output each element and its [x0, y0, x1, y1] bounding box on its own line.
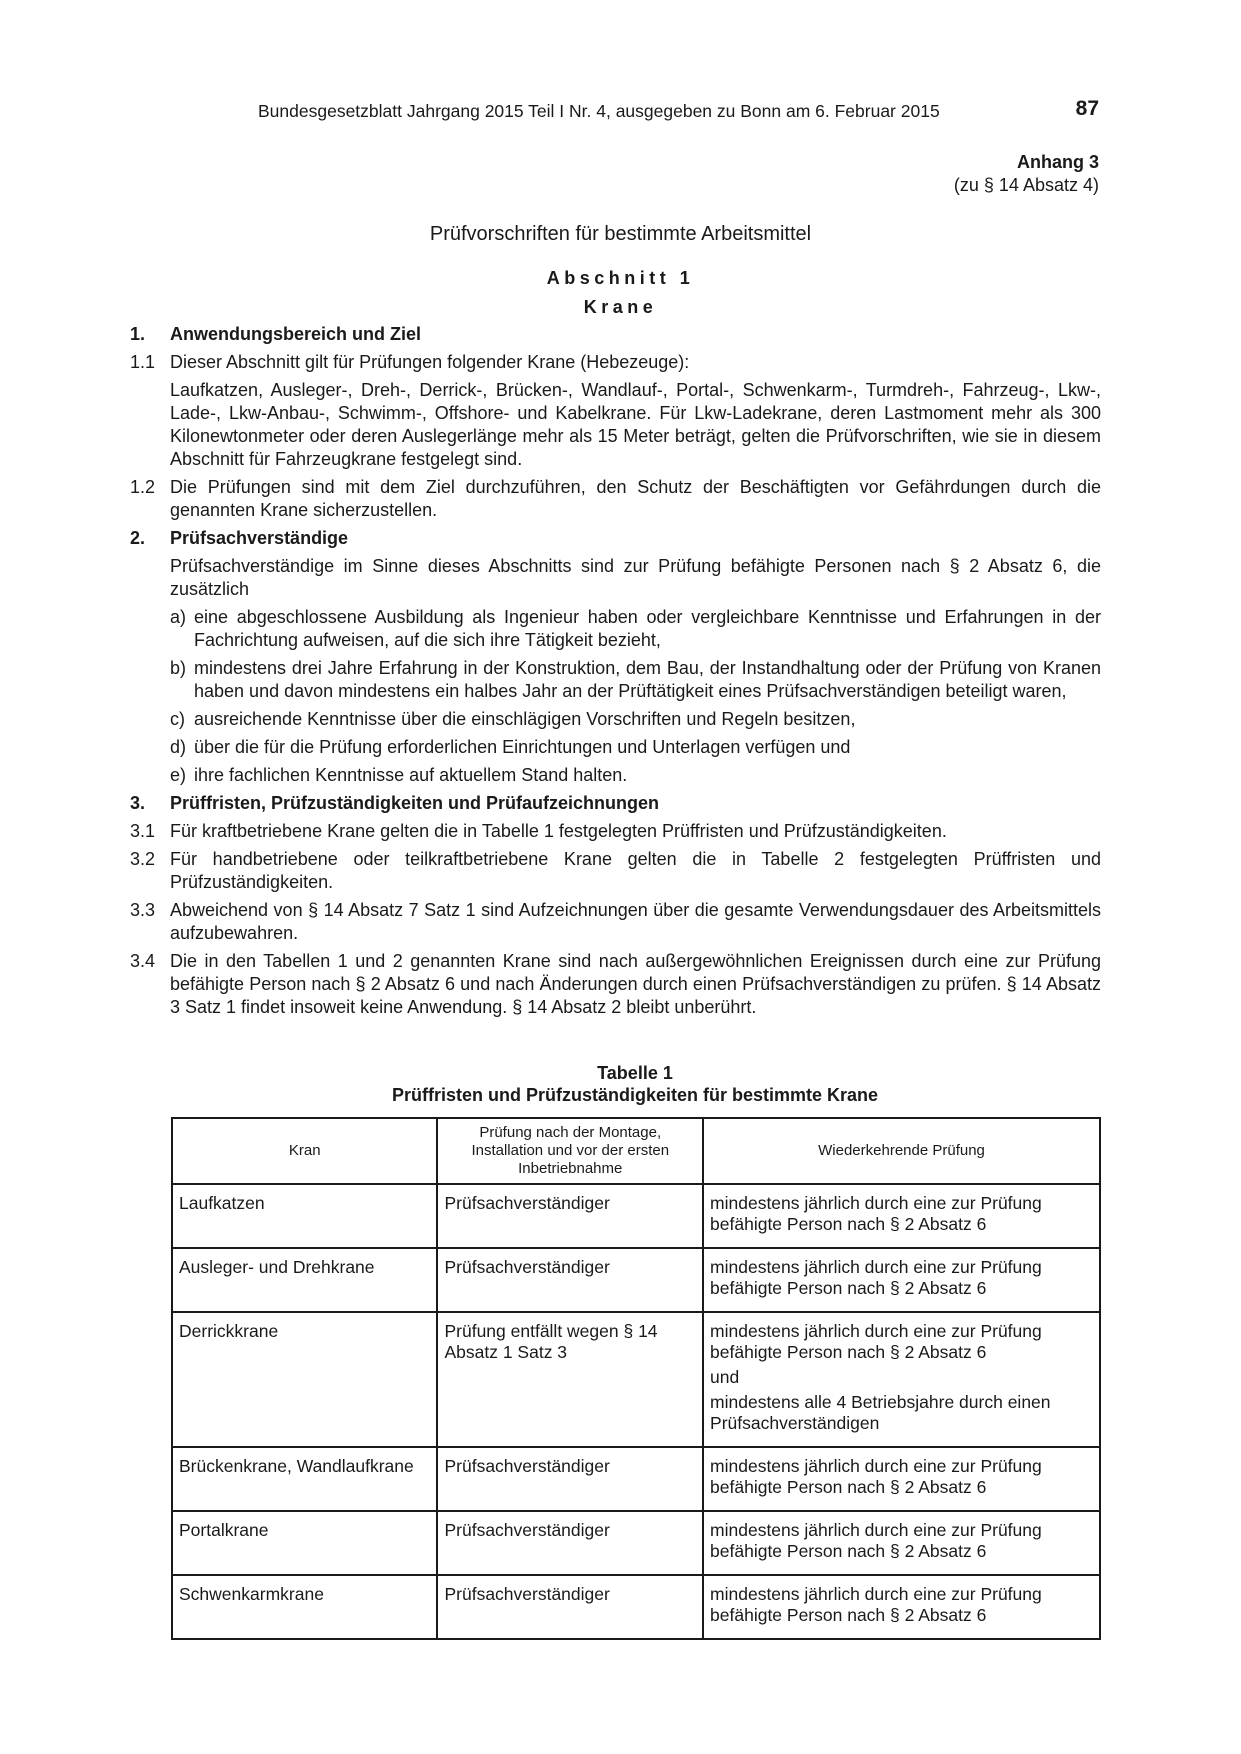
column-header-wiederkehrend: Wiederkehrende Prüfung — [703, 1118, 1100, 1184]
list-text: ihre fachlichen Kenntnisse auf aktuellem Stand halten. — [194, 765, 628, 785]
list-text: eine abgeschlossene Ausbildung als Ingenieur haben oder vergleichbare Kenntnisse und Erfahrungen in der Fachrichtung aufweisen, auf die sich ihre Tätigkeit bezieht, — [194, 607, 1101, 650]
cell-erstpruefung: Prüfsachverständiger — [437, 1184, 703, 1248]
column-header-kran: Kran — [172, 1118, 437, 1184]
annex-reference — [954, 151, 1099, 197]
paragraph-text: Laufkatzen, Ausleger-, Dreh-, Derrick-, Brücken-, Wandlauf-, Portal-, Schwenkarm-, Turmdreh-, Fahrzeug-, Lkw-, Lade-, Lkw-Anbau-, Schwimm-, Offshore- und Kabelkrane. Für Lkw-Ladekrane, deren Lastmoment mehr als 300 Kilonewtonmeter oder deren Auslegerlänge mehr als 15 Meter beträgt, gelten die Prüfvorschriften, wie sie in diesem Abschnitt für Fahrzeugkrane festgelegt sind. — [170, 380, 1101, 469]
heading-text: Prüffristen, Prüfzuständigkeiten und Prüfaufzeichnungen — [170, 793, 660, 813]
cell-text: mindestens jährlich durch eine zur Prüfung befähigte Person nach § 2 Absatz 6 — [710, 1257, 1042, 1298]
heading-text: Prüfsachverständige — [170, 528, 349, 548]
cell-wiederkehrend — [703, 1184, 1100, 1248]
cell-wiederkehrend — [703, 1575, 1100, 1639]
section-label: Abschnitt 1 — [546, 268, 695, 288]
list-letter: e) — [170, 765, 187, 785]
cell-text: mindestens jährlich durch eine zur Prüfung befähigte Person nach § 2 Absatz 6 — [710, 1321, 1042, 1362]
cell-erstpruefung: Prüfsachverständiger — [437, 1575, 703, 1639]
heading-number: 1. — [130, 324, 146, 344]
table-row — [172, 1184, 1100, 1248]
cell-text: mindestens jährlich durch eine zur Prüfung befähigte Person nach § 2 Absatz 6 — [710, 1520, 1042, 1561]
list-letter: b) — [170, 658, 187, 678]
cell-text: mindestens jährlich durch eine zur Prüfung befähigte Person nach § 2 Absatz 6 — [710, 1456, 1042, 1497]
paragraph-1-2 — [130, 476, 1101, 522]
cell-kran: Derrickkrane — [172, 1312, 437, 1447]
paragraph-text: Dieser Abschnitt gilt für Prüfungen folgender Krane (Hebezeuge): — [170, 352, 690, 372]
paragraph-number: 1.2 — [130, 477, 156, 497]
list-letter: c) — [170, 709, 185, 729]
page-number: 87 — [1075, 97, 1099, 120]
table-row — [172, 1312, 1100, 1447]
main-content — [130, 323, 1101, 1024]
paragraph-1-1 — [130, 351, 1101, 374]
paragraph-text: Die in den Tabellen 1 und 2 genannten Krane sind nach außergewöhnlichen Ereignissen durch eine zur Prüfung befähigte Person nach § 2 Absatz 6 und nach Änderungen durch einen Prüfsachverständigen zu prüfen. § 14 Absatz 3 Satz 1 findet insoweit keine Anwendung. § 14 Absatz 2 bleibt unberührt. — [170, 951, 1101, 1017]
heading-number: 3. — [130, 793, 146, 813]
cell-wiederkehrend — [703, 1447, 1100, 1511]
crane-list-paragraph — [170, 379, 1101, 471]
list-text: über die für die Prüfung erforderlichen Einrichtungen und Unterlagen verfügen und — [194, 737, 851, 757]
list-item-d — [170, 736, 1101, 759]
paragraph-number: 3.1 — [130, 821, 156, 841]
paragraph-3-4 — [130, 950, 1101, 1019]
list-text: mindestens drei Jahre Erfahrung in der Konstruktion, dem Bau, der Instandhaltung oder der Prüfung von Kranen haben und davon mindestens ein halbes Jahr an der Prüftätigkeit eines Prüfsachverständigen beteiligt waren, — [194, 658, 1101, 701]
cell-text: mindestens jährlich durch eine zur Prüfung befähigte Person nach § 2 Absatz 6 — [710, 1193, 1042, 1234]
list-letter: d) — [170, 737, 187, 757]
running-header: Bundesgesetzblatt Jahrgang 2015 Teil I Nr. 4, ausgegeben zu Bonn am 6. Februar 2015 — [258, 101, 940, 121]
paragraph-number: 1.1 — [130, 352, 156, 372]
cell-text: mindestens alle 4 Betriebsjahre durch einen Prüfsachverständigen — [710, 1392, 1051, 1433]
list-item-b — [170, 657, 1101, 703]
list-item-a — [170, 606, 1101, 652]
cell-text: und — [710, 1367, 740, 1387]
table-header-row — [172, 1118, 1100, 1184]
heading-text: Anwendungsbereich und Ziel — [170, 324, 422, 344]
heading-3 — [130, 792, 1101, 815]
table-caption — [0, 1062, 1241, 1106]
table-row — [172, 1248, 1100, 1312]
cell-kran: Brückenkrane, Wandlaufkrane — [172, 1447, 437, 1511]
cell-erstpruefung: Prüfung entfällt wegen § 14 Absatz 1 Satz 3 — [437, 1312, 703, 1447]
paragraph-text: Prüfsachverständige im Sinne dieses Abschnitts sind zur Prüfung befähigte Personen nach § 2 Absatz 6, die zusätzlich — [170, 556, 1101, 599]
table-row — [172, 1575, 1100, 1639]
cell-kran: Schwenkarmkrane — [172, 1575, 437, 1639]
paragraph-text: Für handbetriebene oder teilkraftbetriebene Krane gelten die in Tabelle 2 festgelegten Prüffristen und Prüfzuständigkeiten. — [170, 849, 1101, 892]
paragraph-3-2 — [130, 848, 1101, 894]
paragraph-3-3 — [130, 899, 1101, 945]
inspection-table — [171, 1117, 1101, 1640]
paragraph-number: 3.2 — [130, 849, 156, 869]
list-item-e — [170, 764, 1101, 787]
annex-paragraph-ref: (zu § 14 Absatz 4) — [953, 175, 1099, 195]
paragraph-text: Abweichend von § 14 Absatz 7 Satz 1 sind Aufzeichnungen über die gesamte Verwendungsdauer des Arbeitsmittels aufzubewahren. — [170, 900, 1101, 943]
paragraph-number: 3.3 — [130, 900, 156, 920]
table-title: Prüffristen und Prüfzuständigkeiten für bestimmte Krane — [391, 1085, 879, 1105]
cell-erstpruefung: Prüfsachverständiger — [437, 1447, 703, 1511]
paragraph-2-intro — [170, 555, 1101, 601]
heading-2 — [130, 527, 1101, 550]
paragraph-text: Für kraftbetriebene Krane gelten die in Tabelle 1 festgelegten Prüffristen und Prüfzuständigkeiten. — [170, 821, 947, 841]
cell-erstpruefung: Prüfsachverständiger — [437, 1511, 703, 1575]
cell-wiederkehrend — [703, 1248, 1100, 1312]
table-number: Tabelle 1 — [597, 1063, 673, 1083]
table-row — [172, 1447, 1100, 1511]
cell-kran: Laufkatzen — [172, 1184, 437, 1248]
cell-wiederkehrend — [703, 1312, 1100, 1447]
heading-1 — [130, 323, 1101, 346]
table-row — [172, 1511, 1100, 1575]
section-name: Krane — [583, 297, 658, 317]
annex-label: Anhang 3 — [1016, 152, 1099, 172]
cell-kran: Ausleger- und Drehkrane — [172, 1248, 437, 1312]
list-item-c — [170, 708, 1101, 731]
paragraph-text: Die Prüfungen sind mit dem Ziel durchzuführen, den Schutz der Beschäftigten vor Gefährdungen durch die genannten Krane sicherzustellen. — [170, 477, 1101, 520]
cell-kran: Portalkrane — [172, 1511, 437, 1575]
cell-wiederkehrend — [703, 1511, 1100, 1575]
cell-text: mindestens jährlich durch eine zur Prüfung befähigte Person nach § 2 Absatz 6 — [710, 1584, 1042, 1625]
document-title: Prüfvorschriften für bestimmte Arbeitsmittel — [429, 223, 812, 245]
column-header-erstpruefung: Prüfung nach der Montage, Installation und vor der ersten Inbetriebnahme — [437, 1118, 703, 1184]
paragraph-number: 3.4 — [130, 951, 156, 971]
heading-number: 2. — [130, 528, 146, 548]
list-letter: a) — [170, 607, 187, 627]
paragraph-3-1 — [130, 820, 1101, 843]
cell-erstpruefung: Prüfsachverständiger — [437, 1248, 703, 1312]
list-text: ausreichende Kenntnisse über die einschlägigen Vorschriften und Regeln besitzen, — [194, 709, 856, 729]
